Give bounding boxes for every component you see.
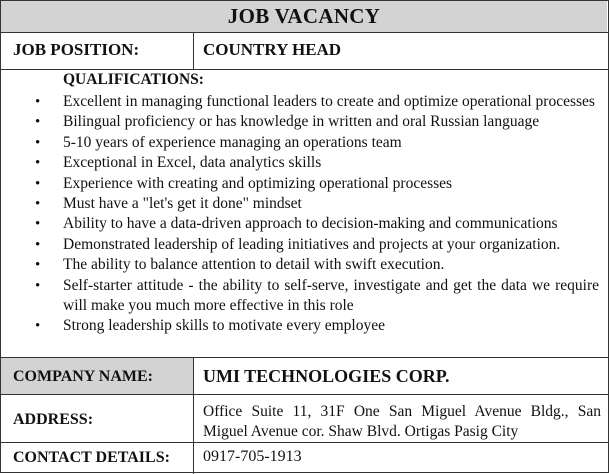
contact-value: 0917-705-1913 <box>203 448 302 465</box>
job-position-label: JOB POSITION: <box>13 40 140 59</box>
divider <box>1 442 608 443</box>
list-item: • Demonstrated leadership of leading initiatives and projects at your organization. <box>1 235 607 255</box>
list-item: • Exceptional in Excel, data analytics skills <box>1 153 607 173</box>
list-item: • 5-10 years of experience managing an operations team <box>1 133 607 153</box>
list-item: • Ability to have a data-driven approach to decision-making and communications <box>1 214 607 234</box>
list-item: • Strong leadership skills to motivate every employee <box>1 316 607 336</box>
address-label: ADDRESS: <box>13 411 94 428</box>
company-label: COMPANY NAME: <box>13 368 153 385</box>
list-item: • Self-starter attitude - the ability to self-serve, investigate and get the data we require will make you much more effective in this role <box>1 276 607 317</box>
page-title: JOB VACANCY <box>1 1 607 32</box>
divider <box>193 357 194 474</box>
divider <box>1 32 608 33</box>
address-value: Office Suite 11, 31F One San Miguel Avenue Bldg., San Miguel Avenue cor. Shaw Blvd. Ortigas Pasig City <box>203 403 601 440</box>
list-item: • Bilingual proficiency or has knowledge in written and oral Russian language <box>1 112 607 132</box>
qualifications-section <box>1 70 607 356</box>
company-value: UMI TECHNOLOGIES CORP. <box>203 366 450 386</box>
list-item: • Experience with creating and optimizing operational processes <box>1 174 607 194</box>
list-item: • Must have a "let's get it done" mindset <box>1 194 607 214</box>
job-position-value: COUNTRY HEAD <box>203 40 342 59</box>
divider <box>193 32 194 69</box>
qualifications-heading: QUALIFICATIONS: <box>63 71 204 88</box>
list-item: • The ability to balance attention to detail with swift execution. <box>1 255 607 275</box>
contact-label: CONTACT DETAILS: <box>13 449 170 466</box>
list-item: • Excellent in managing functional leaders to create and optimize operational processes <box>1 92 607 112</box>
divider <box>1 394 608 395</box>
qualifications-list <box>1 92 607 337</box>
